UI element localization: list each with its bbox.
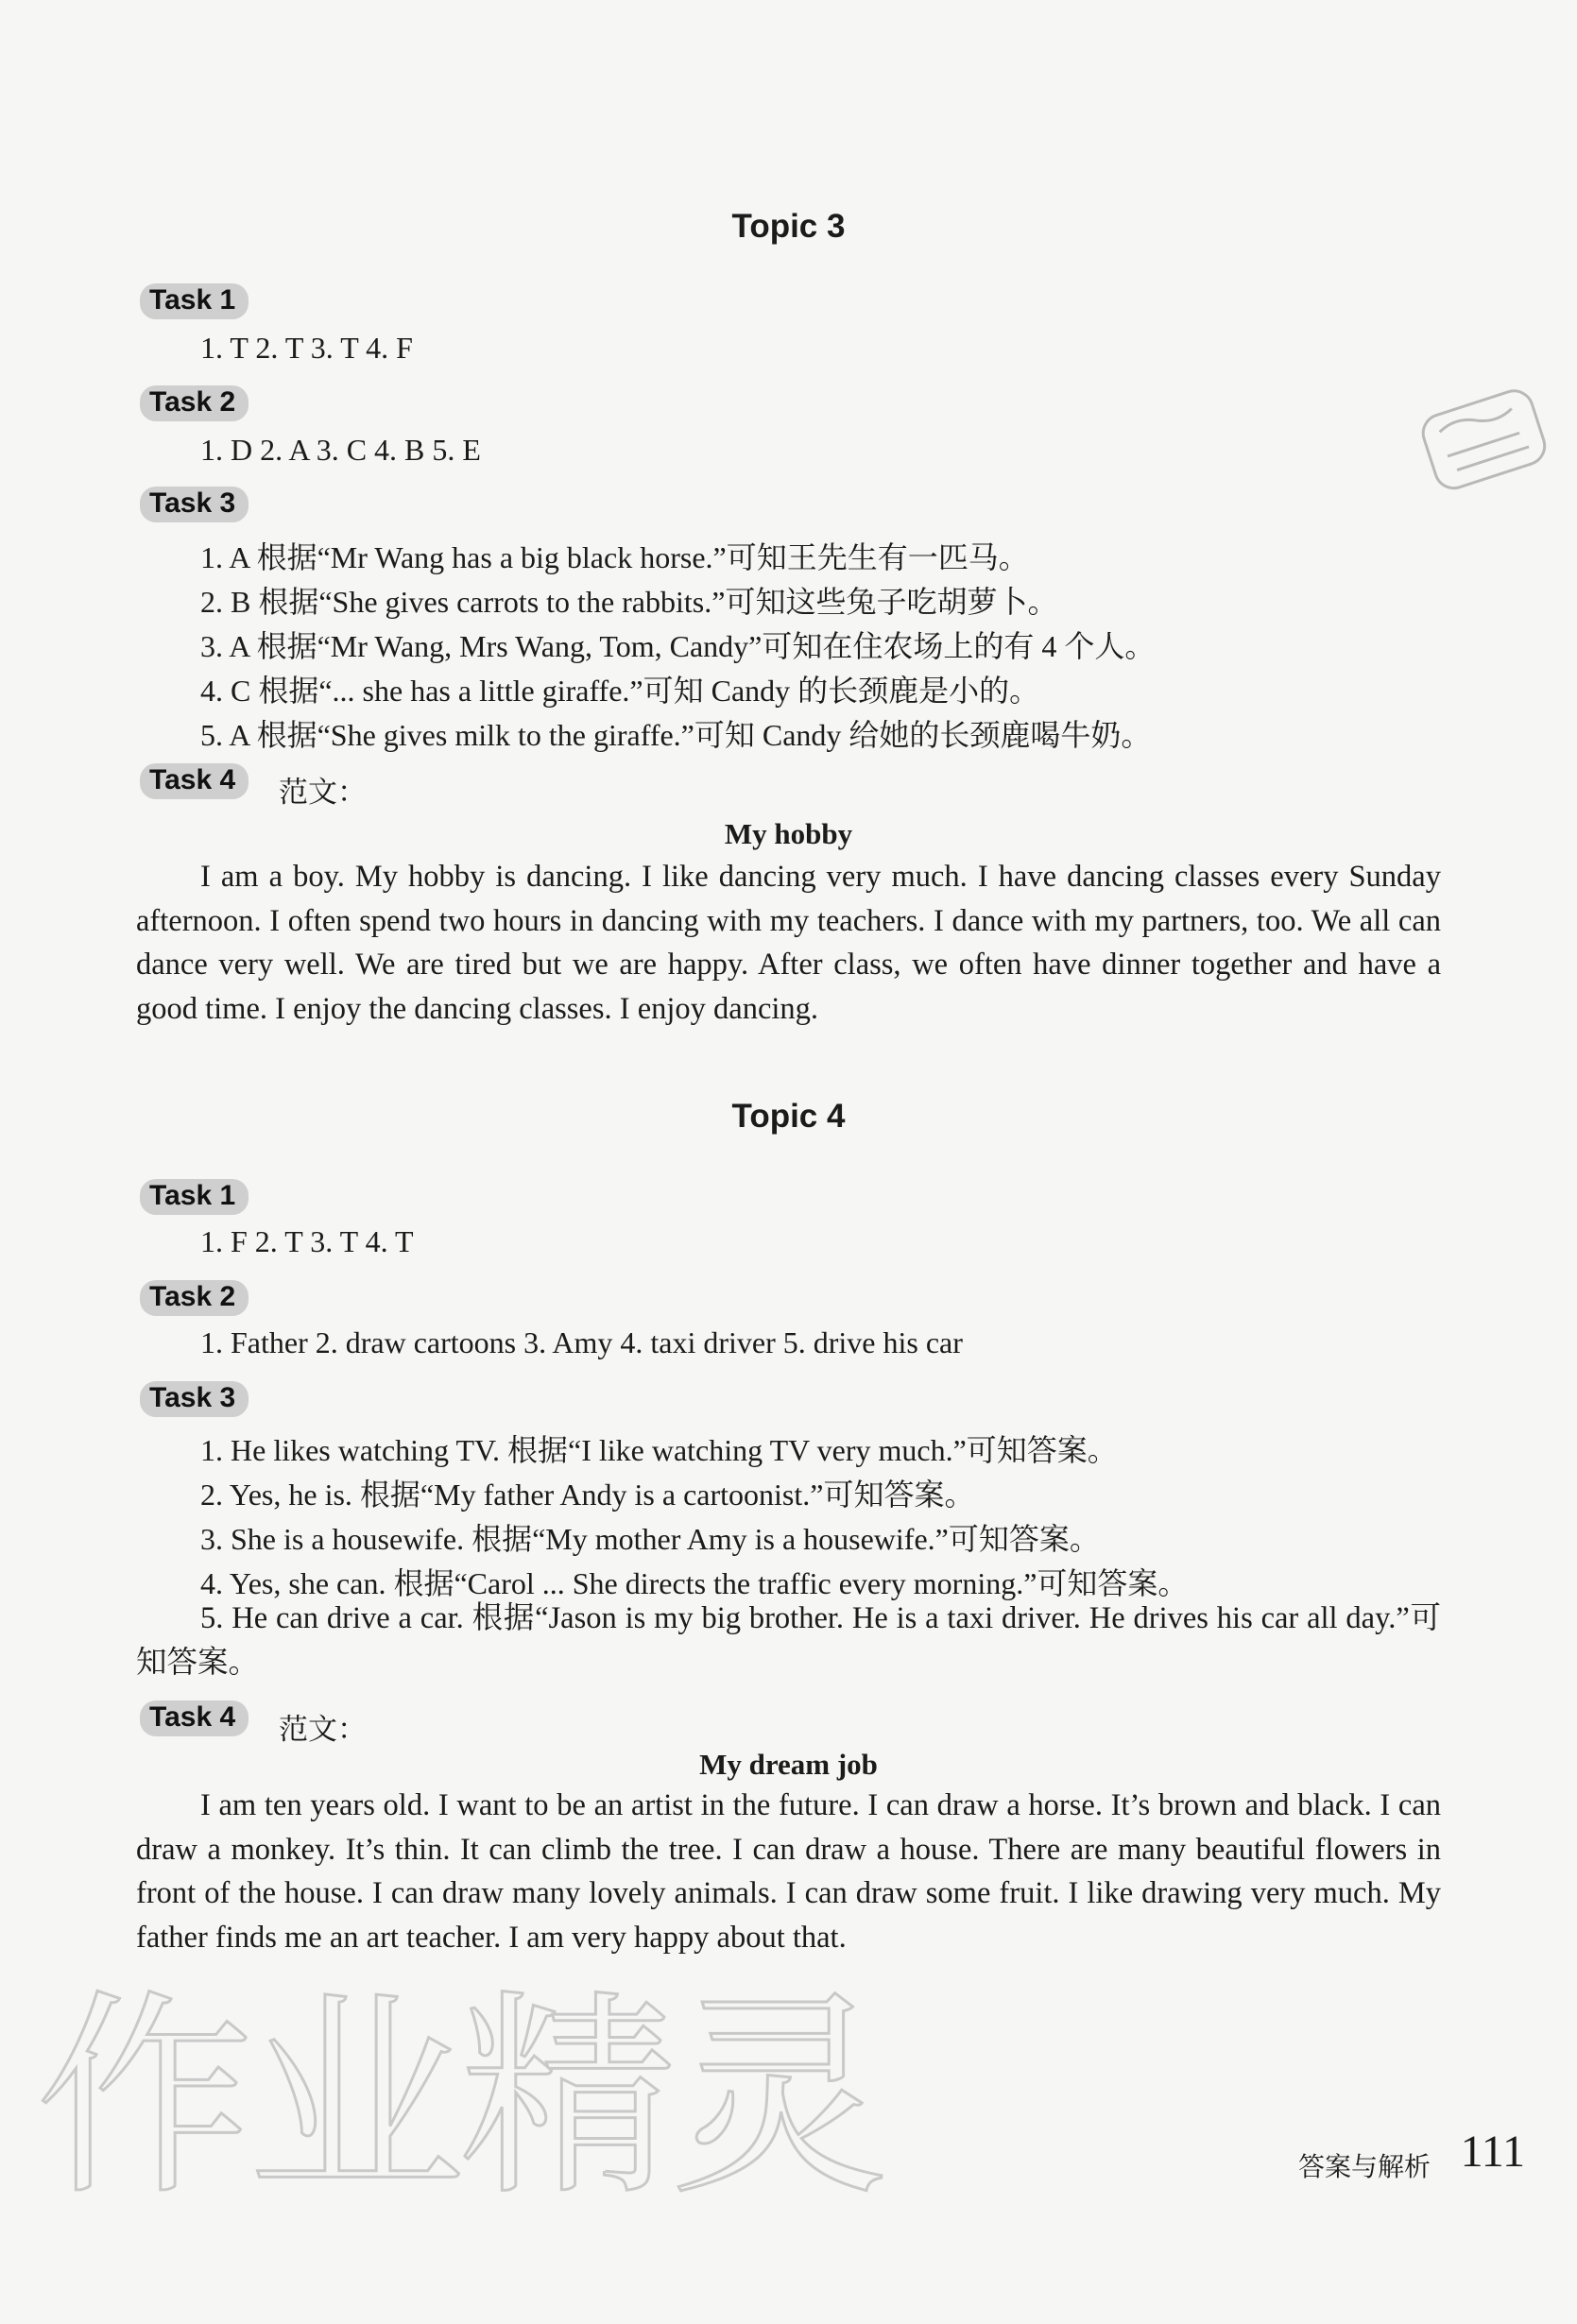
topic3-task3-item: 2. B 根据“She gives carrots to the rabbits.”可知这些兔子吃胡萝卜。 (200, 585, 1058, 619)
topic4-task4-label: Task 4 (140, 1700, 249, 1736)
topic4-task3-item: 2. Yes, he is. 根据“My father Andy is a cartoonist.”可知答案。 (200, 1478, 975, 1512)
topic3-task4-note: 范文： (279, 776, 367, 810)
topic4-task3-item: 1. He likes watching TV. 根据“I like watching TV very much.”可知答案。 (200, 1433, 1118, 1467)
topic3-task3-item: 1. A 根据“Mr Wang has a big black horse.”可知王先生有一匹马。 (200, 540, 1029, 574)
topic3-task3-label: Task 3 (140, 487, 249, 522)
topic3-task3-item: 3. A 根据“Mr Wang, Mrs Wang, Tom, Candy”可知在住农场上的有 4 个人。 (200, 629, 1156, 663)
topic4-task1-answers: 1. F 2. T 3. T 4. T (200, 1224, 414, 1258)
topic4-task3-label: Task 3 (140, 1381, 249, 1417)
essay-title-my-dream-job: My dream job (699, 1748, 878, 1781)
topic4-task1-label: Task 1 (140, 1179, 249, 1215)
topic3-task2-label: Task 2 (140, 385, 249, 421)
topic4-task3-item: 4. Yes, she can. 根据“Carol ... She directs the traffic every morning.”可知答案。 (200, 1566, 1189, 1600)
topic3-task2-answers: 1. D 2. A 3. C 4. B 5. E (200, 433, 481, 467)
topic3-task4-label: Task 4 (140, 763, 249, 799)
watermark-text: 作业精灵 (36, 1973, 883, 2225)
topic3-task3-item: 4. C 根据“... she has a little giraffe.”可知 Candy 的长颈鹿是小的。 (200, 674, 1040, 708)
essay-my-hobby: I am a boy. My hobby is dancing. I like dancing very much. I have dancing classes every Sunday afternoon. I often spend two hours in dancing with my teachers. I dance with my partners, too. We all can dance very well. We are tired but we are happy. After class, we often have dinner together and have a good time. I enjoy the dancing classes. I enjoy dancing. (136, 860, 1441, 1026)
topic3-task3-item: 5. A 根据“She gives milk to the giraffe.”可知 Candy 给她的长颈鹿喝牛奶。 (200, 718, 1152, 752)
essay-my-dream-job: I am ten years old. I want to be an artist in the future. I can draw a horse. It’s brown and black. I can draw a monkey. It’s thin. It can climb the tree. I can draw a house. There are many beautiful flowers in front of the house. I can draw many lovely animals. I can draw some fruit. I like drawing very much. My father finds me an art teacher. I am very happy about that. (136, 1788, 1441, 1955)
topic-4-title: Topic 4 (731, 1098, 846, 1135)
topic4-task2-answers: 1. Father 2. draw cartoons 3. Amy 4. taxi driver 5. drive his car (200, 1325, 963, 1359)
topic3-task1-answers: 1. T 2. T 3. T 4. F (200, 331, 413, 365)
topic4-task3-item: 3. She is a housewife. 根据“My mother Amy is a housewife.”可知答案。 (200, 1522, 1100, 1556)
topic4-task3-item: 5. He can drive a car. 根据“Jason is my big brother. He is a taxi driver. He drives his car all day.”可知答案。 (136, 1601, 1441, 1680)
stamp-logo-icon (1408, 373, 1564, 515)
topic3-task1-label: Task 1 (140, 283, 249, 319)
page-number: 111 (1460, 2127, 1525, 2177)
footer-label: 答案与解析 (1297, 2151, 1431, 2182)
topic-3-title: Topic 3 (731, 208, 846, 245)
topic4-task4-note: 范文： (279, 1713, 367, 1747)
essay-title-my-hobby: My hobby (724, 817, 853, 850)
topic4-task2-label: Task 2 (140, 1280, 249, 1316)
